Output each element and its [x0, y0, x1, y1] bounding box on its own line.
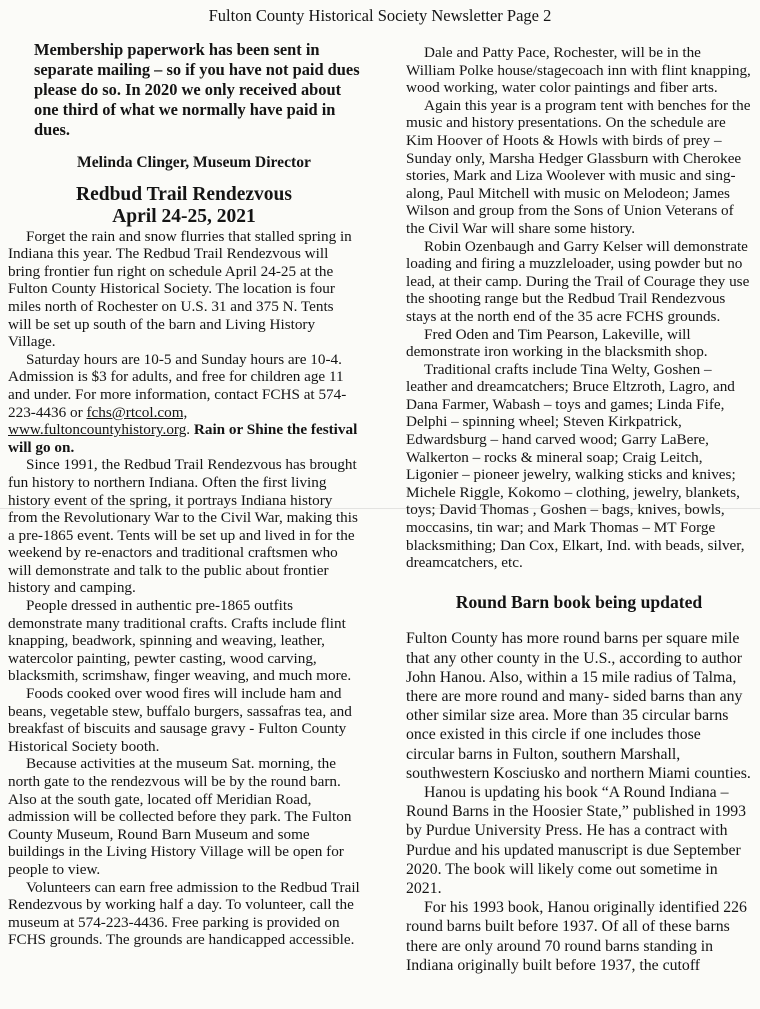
email-link[interactable]: fchs@rtcol.com,	[86, 403, 188, 421]
right-column	[406, 44, 752, 975]
article-paragraph: Since 1991, the Redbud Trail Rendezvous has brought fun history to northern Indiana. Often the first living history event of the spring, it portrays Indiana history from the Revolutionary War to the Civil War, making this a pre-1865 event. Tents will be set up and lived in for the weekend by re-enactors and traditional craftsmen who will demonstrate and talk to the public about frontier history and camping.	[8, 456, 358, 597]
article-paragraph: Again this year is a program tent with benches for the music and history presentations. On the schedule are Kim Hoover of Hoots & Howls with birds of prey – Sunday only, Marsha Hedger Glassburn with Cherokee stories, Mark and Liza Woolever with music and sing-along, Paul Mitchell with music on Melodeon; James Wilson and group from the Sons of Union Veterans of the Civil War will share some history.	[406, 96, 751, 237]
round-barn-article	[406, 629, 752, 975]
article-paragraph: Robin Ozenbaugh and Garry Kelser will demonstrate loading and firing a muzzleloader, using powder but no lead, at their camp. During the Trail of Courage they use the shooting range but the Redbud Trail Rendezvous stays at the north end of the 35 acre FCHS grounds.	[406, 237, 750, 325]
dues-notice: Membership paperwork has been sent in separate mailing – so if you have not paid dues please do so. In 2020 we only received about one third of what we normally have paid in dues.	[34, 40, 360, 139]
article-paragraph: People dressed in authentic pre-1865 outfits demonstrate many traditional crafts. Crafts include flint knapping, beadwork, spinning and weaving, leather, watercolor painting, pewter casting, wood carving, blacksmith, scrimshaw, finger weaving, and much more.	[8, 597, 352, 685]
running-head: Fulton County Historical Society Newsletter Page 2	[208, 6, 552, 25]
article-paragraph: Traditional crafts include Tina Welty, Goshen – leather and dreamcatchers; Bruce Eltzroth, Lagro, and Dana Farmer, Wabash – toys and games; Linda Fife, Delphi – spinning wheel; Steven Kirkpatrick, Edwardsburg – hand carved wood; Garry LaBere, Walkerton – rocks & mineral soap; Craig Leitch, Ligonier – pioneer jewelry, walking sticks and knives; Michele Riggle, Kokomo – clothing, jewelry, blankets, toys; David Thomas , Goshen – bags, knives, bowls, moccasins, tin war; and Mark Thomas – MT Forge blacksmithing; Dan Cox, Elkart, Ind. with beads, silver, dreamcatchers, etc.	[406, 360, 745, 572]
article-paragraph-hours: Saturday hours are 10-5 and Sunday hours are 10-4. Admission is $3 for adults, and free for children age 11 and under. For more information, contact FCHS at 574-223-4436 or fchs@rtcol.com, www.fultoncountyhistory.org. Rain or Shine the festival will go on.	[8, 350, 358, 456]
hours-text: Saturday hours are 10-5 and Sunday hours are 10-4. Admission is $3 for adults, and free for children age 11 and under. For more information, contact FCHS at 574-223-4436 or	[8, 350, 347, 421]
paper-fold-line	[0, 508, 760, 509]
website-link[interactable]: www.fultoncountyhistory.org	[8, 421, 187, 439]
rain-or-shine: Rain or Shine the festival will go on.	[8, 421, 358, 456]
article-paragraph: Fulton County has more round barns per square mile that any other county in the U.S., according to author John Hanou. Also, within a 15 mile radius of Talma, there are more round and many- sided barns than any other similar size area. More than 35 circular barns once existed in this circle if one includes those circular barns in Fulton, southern Marshall, southwestern Kosciusko and northern Miami counties.	[406, 630, 751, 782]
article-paragraph: Foods cooked over wood fires will include ham and beans, vegetable stew, buffalo burgers, sassafras tea, and breakfast of biscuits and sausage gravy - Fulton County Historical Society booth.	[8, 685, 352, 755]
headline-redbud-dates: April 24-25, 2021	[112, 205, 256, 227]
headline-round-barn: Round Barn book being updated	[455, 591, 703, 612]
headline-redbud-title: Redbud Trail Rendezvous	[76, 183, 292, 205]
article-paragraph: Hanou is updating his book “A Round Indiana – Round Barns in the Hoosier State,” published in 1993 by Purdue University Press. He has a contract with Purdue and his updated manuscript is due September 2020. The book will likely come out sometime in 2021.	[406, 784, 747, 898]
article-paragraph: Volunteers can earn free admission to the Redbud Trail Rendezvous by working half a day. To volunteer, call the museum at 574-223-4436. Free parking is provided on FCHS grounds. The grounds are handicapped accessible.	[8, 878, 360, 949]
article-paragraph: Fred Oden and Tim Pearson, Lakeville, will demonstrate iron working in the blacksmith shop.	[406, 325, 708, 361]
left-column	[8, 40, 360, 949]
article-paragraph: For his 1993 book, Hanou originally identified 226 round barns built before 1937. Of all of these barns there are only around 70 round barns standing in Indiana originally built before 1937, the cutoff	[406, 899, 747, 974]
article-paragraph: Dale and Patty Pace, Rochester, will be in the William Polke house/stagecoach inn with flint knapping, wood working, water color paintings and fiber arts.	[406, 44, 751, 97]
article-paragraph: Because activities at the museum Sat. morning, the north gate to the rendezvous will be by the round barn. Also at the south gate, located off Meridian Road, admission will be collected before they park. The Fulton County Museum, Round Barn Museum and some buildings in the Living History Village will be open for people to view.	[8, 755, 352, 878]
byline: Melinda Clinger, Museum Director	[77, 154, 311, 171]
article-paragraph: Forget the rain and snow flurries that stalled spring in Indiana this year. The Redbud Trail Rendezvous will bring frontier fun right on schedule April 24-25 at the Fulton County Historical Society. The location is four miles north of Rochester on U.S. 31 and 375 N. Tents will be set up south of the barn and Living History Village.	[8, 227, 352, 351]
